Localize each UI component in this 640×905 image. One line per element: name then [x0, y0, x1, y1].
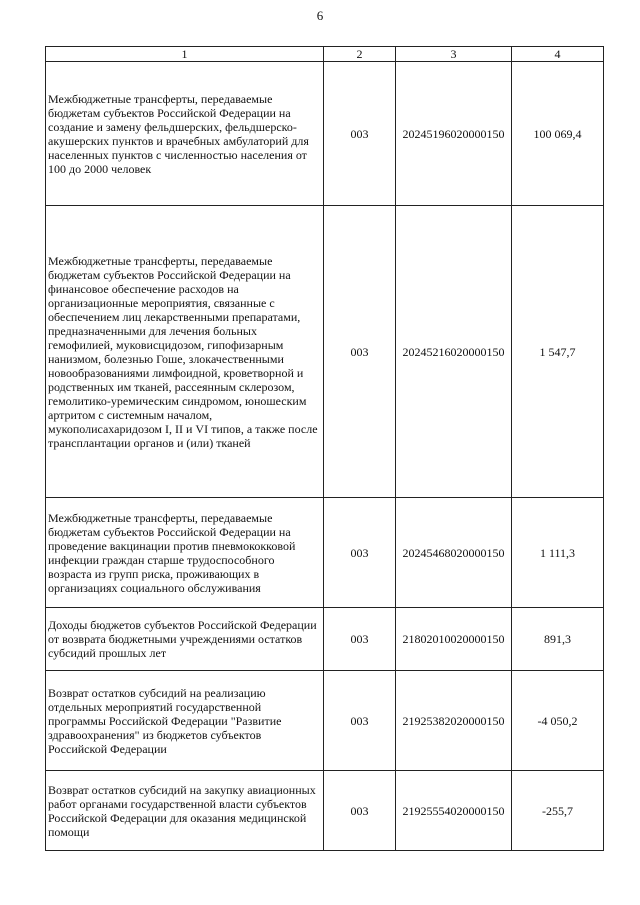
- table-row: [46, 771, 604, 851]
- row-amount: -255,7: [512, 771, 604, 851]
- row-kbk-code: 21802010020000150: [396, 608, 512, 671]
- table-header: [46, 47, 604, 62]
- table-row: [46, 206, 604, 498]
- row-amount: 891,3: [512, 608, 604, 671]
- table-row: [46, 608, 604, 671]
- header-col-4: 4: [512, 47, 604, 62]
- table-row: [46, 671, 604, 771]
- header-col-2: 2: [324, 47, 396, 62]
- row-admin-code: 003: [324, 771, 396, 851]
- row-admin-code: 003: [324, 498, 396, 608]
- row-admin-code: 003: [324, 608, 396, 671]
- row-amount: 1 547,7: [512, 206, 604, 498]
- row-description: Межбюджетные трансферты, передаваемые бюджетам субъектов Российской Федерации на создание и замену фельдшерских, фельдшерско-акушерских пунктов и врачебных амбулаторий для населенных пунктов с численностью населения от 100 до 2000 человек: [46, 62, 324, 206]
- header-col-1: 1: [46, 47, 324, 62]
- row-kbk-code: 21925554020000150: [396, 771, 512, 851]
- row-kbk-code: 21925382020000150: [396, 671, 512, 771]
- row-admin-code: 003: [324, 671, 396, 771]
- row-admin-code: 003: [324, 206, 396, 498]
- header-col-3: 3: [396, 47, 512, 62]
- row-admin-code: 003: [324, 62, 396, 206]
- row-description: Доходы бюджетов субъектов Российской Федерации от возврата бюджетными учреждениями остатков субсидий прошлых лет: [46, 608, 324, 671]
- table-row: [46, 62, 604, 206]
- page-number: 6: [316, 8, 324, 23]
- row-kbk-code: 20245468020000150: [396, 498, 512, 608]
- row-description: Межбюджетные трансферты, передаваемые бюджетам субъектов Российской Федерации на проведение вакцинации против пневмококковой инфекции граждан старше трудоспособного возраста из групп риска, проживающих в организациях социального обслуживания: [46, 498, 324, 608]
- header-row: [46, 47, 604, 62]
- table-row: [46, 498, 604, 608]
- row-amount: -4 050,2: [512, 671, 604, 771]
- row-amount: 100 069,4: [512, 62, 604, 206]
- row-description: Межбюджетные трансферты, передаваемые бюджетам субъектов Российской Федерации на финансовое обеспечение расходов на организационные мероприятия, связанные с обеспечением лиц лекарственными препаратами, предназначенными для лечения больных гемофилией, муковисцидозом, гипофизарным нанизмом, болезнью Гоше, злокачественными новообразованиями лимфоидной, кроветворной и родственных им тканей, рассеянным склерозом, гемолитико-уремическим синдромом, юношеским артритом с системным началом, мукополисахаридозом I, II и VI типов, а также после трансплантации органов и (или) тканей: [46, 206, 324, 498]
- row-description: Возврат остатков субсидий на реализацию отдельных мероприятий государственной программы Российской Федерации "Развитие здравоохранения" из бюджетов субъектов Российской Федерации: [46, 671, 324, 771]
- row-description: Возврат остатков субсидий на закупку авиационных работ органами государственной власти субъектов Российской Федерации для оказания медицинской помощи: [46, 771, 324, 851]
- row-amount: 1 111,3: [512, 498, 604, 608]
- row-kbk-code: 20245216020000150: [396, 206, 512, 498]
- budget-table: [45, 46, 604, 851]
- row-kbk-code: 20245196020000150: [396, 62, 512, 206]
